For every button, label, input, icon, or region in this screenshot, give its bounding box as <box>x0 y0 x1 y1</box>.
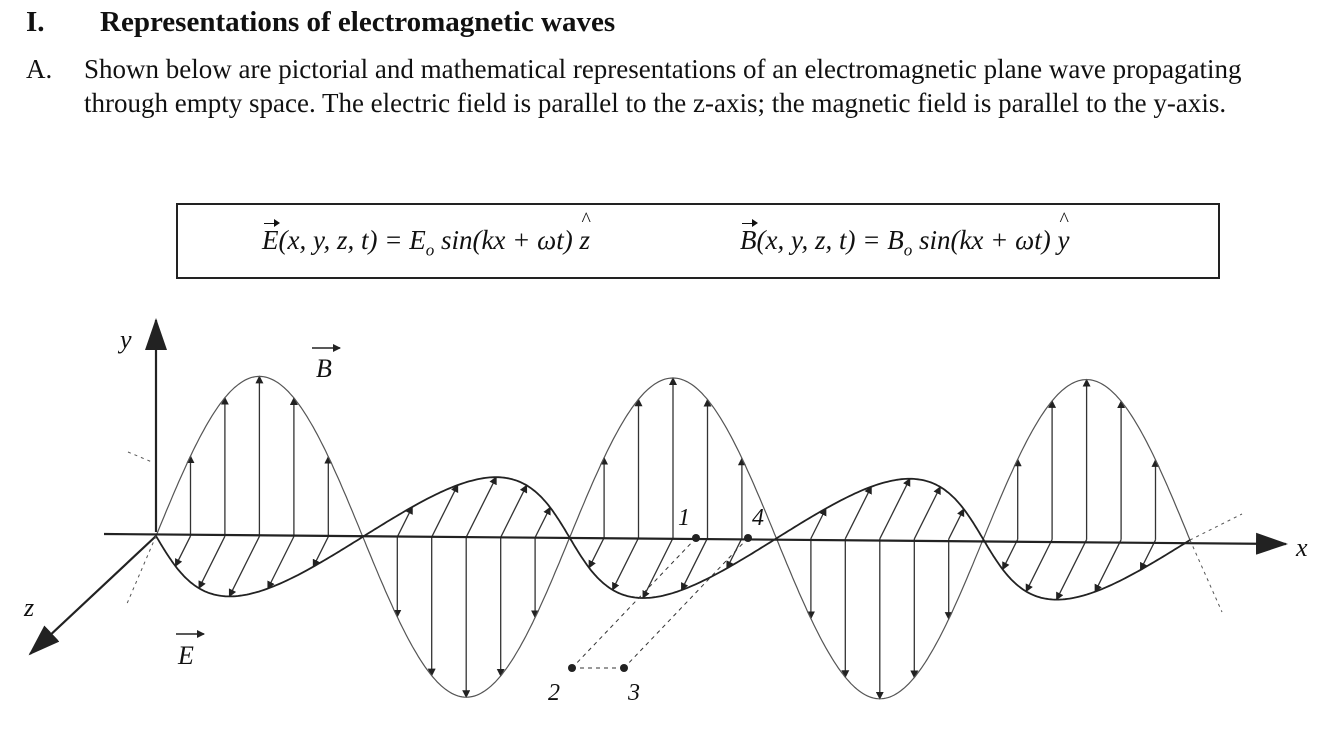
e-field-arrow <box>613 538 639 590</box>
x-axis-label: x <box>1296 533 1308 562</box>
section-title: Representations of electromagnetic waves <box>100 6 616 38</box>
part-letter: A. <box>26 54 53 84</box>
point-4-dot <box>744 534 752 542</box>
point-guide-lines <box>572 538 748 668</box>
e-field-arrow <box>535 508 550 538</box>
e-field-arrow <box>1057 540 1087 600</box>
point-1-dot <box>692 534 700 542</box>
e-field-arrow <box>501 485 527 537</box>
b-amplitude: B <box>887 225 904 255</box>
b-amplitude-sub: o <box>903 240 913 260</box>
e-function: sin(kx + ωt) <box>434 225 580 255</box>
point-2-label: 2 <box>548 680 560 706</box>
b-vector-symbol: B <box>740 225 757 255</box>
z-axis <box>30 536 156 654</box>
part-text: Shown below are pictorial and mathematical representations of an electromagnetic plane wave propagating through empty space. The electric field is parallel to the z-axis; the magnetic field is parallel to the y-axis. <box>84 54 1242 118</box>
e-unit-vector: ^ z <box>579 225 590 256</box>
e-field-arrow <box>643 538 673 598</box>
b-unit-vector: ^ y <box>1057 225 1069 256</box>
e-field-arrow <box>880 479 910 539</box>
e-field-arrow <box>1003 539 1018 569</box>
y-axis-label: y <box>120 325 132 354</box>
magnetic-field-arrows <box>191 376 1156 698</box>
e-field-arrow <box>589 538 604 568</box>
section-number: I. <box>26 6 45 38</box>
b-function: sin(kx + ωt) <box>912 225 1058 255</box>
e-field-arrow <box>176 536 191 566</box>
e-field-arrow <box>432 485 458 537</box>
e-field-arrow <box>949 509 964 539</box>
point-1-label: 1 <box>678 505 690 531</box>
b-field-label: B <box>316 354 332 383</box>
b-args: (x, y, z, t) = <box>756 225 888 255</box>
e-field-label: E <box>178 641 194 670</box>
point-3-label: 3 <box>628 680 640 706</box>
e-amplitude-sub: o <box>425 240 435 260</box>
e-args: (x, y, z, t) = <box>278 225 410 255</box>
e-field-arrow <box>1026 540 1052 592</box>
e-field-arrow <box>1095 540 1121 592</box>
e-field-arrow <box>199 536 225 588</box>
e-field-arrow <box>845 487 871 539</box>
e-field-arrow <box>682 538 708 590</box>
e-field-arrow <box>914 487 940 539</box>
point-3-dot <box>620 664 628 672</box>
e-vector-symbol: E <box>262 225 279 255</box>
e-field-arrow <box>229 536 259 596</box>
z-axis-label: z <box>24 593 35 622</box>
e-field-arrow <box>268 537 294 589</box>
e-field-arrow <box>466 477 496 537</box>
point-2-dot <box>568 664 576 672</box>
point-4-label: 4 <box>752 505 764 531</box>
e-amplitude: E <box>409 225 426 255</box>
